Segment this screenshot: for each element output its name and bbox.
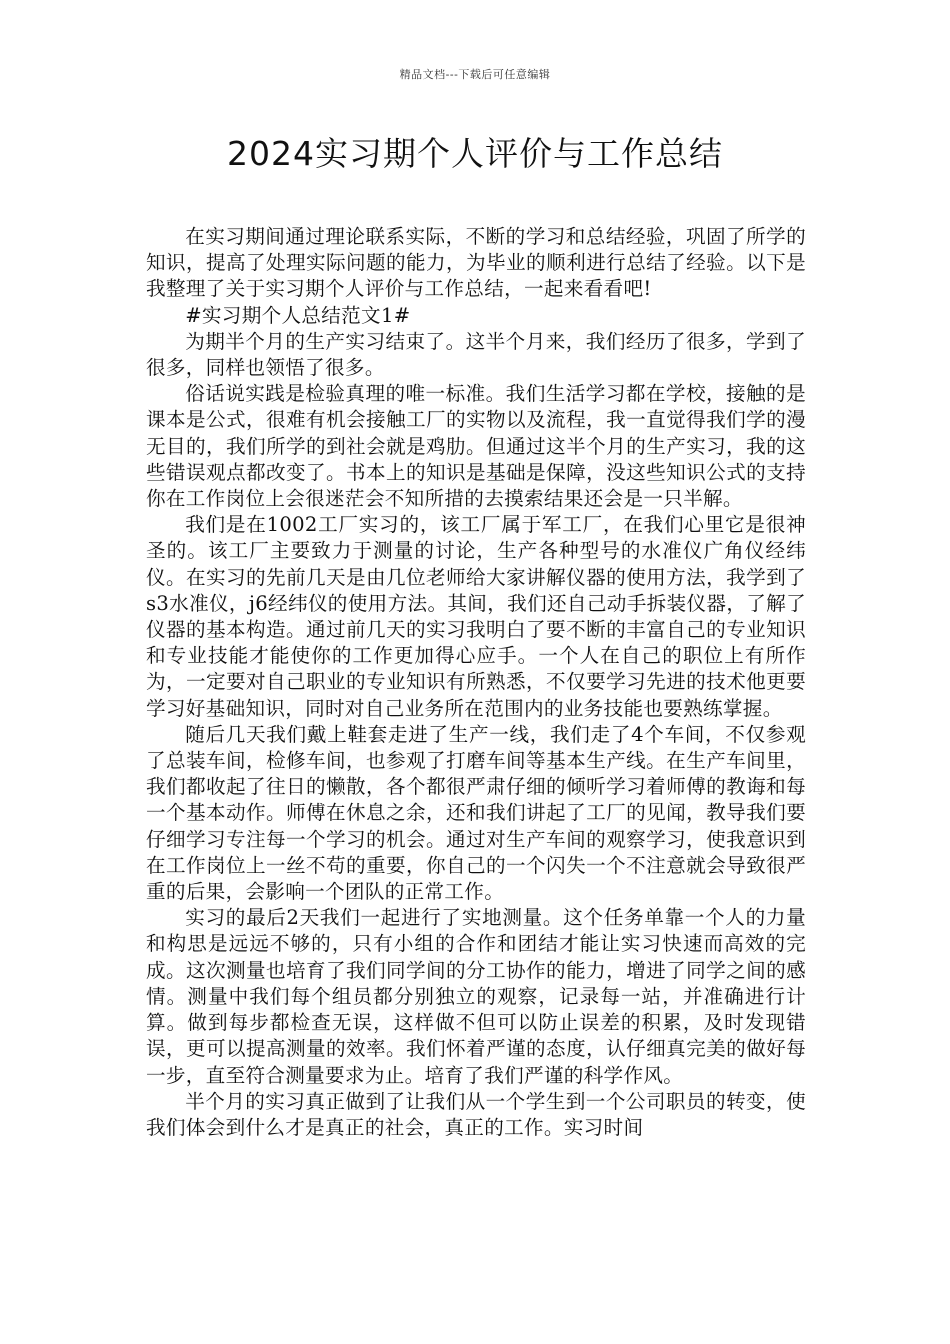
document-body bbox=[146, 224, 806, 1141]
body-paragraph: 我们是在1002工厂实习的，该工厂属于军工厂，在我们心里它是很神圣的。该工厂主要致力于测量的讨论，生产各种型号的水准仪广角仪经纬仪。在实习的先前几天是由几位老师给大家讲解仪器的使用方法，我学到了s3水准仪，j6经纬仪的使用方法。其间，我们还自己动手拆装仪器，了解了仪器的基本构造。通过前几天的实习我明白了要不断的丰富自己的专业知识和专业技能才能使你的工作更加得心应手。一个人在自己的职位上有所作为，一定要对自己职业的专业知识有所熟悉，不仅要学习先进的技术他更要学习好基础知识，同时对自己业务所在范围内的业务技能也要熟练掌握。 bbox=[146, 513, 806, 720]
body-paragraph: 随后几天我们戴上鞋套走进了生产一线，我们走了4个车间，不仅参观了总装车间，检修车间，也参观了打磨车间等基本生产线。在生产车间里，我们都收起了往日的懒散，各个都很严肃仔细的倾听学习着师傅的教诲和每一个基本动作。师傅在休息之余，还和我们讲起了工厂的见闻，教导我们要仔细学习专注每一个学习的机会。通过对生产车间的观察学习，使我意识到在工作岗位上一丝不苟的重要，你自己的一个闪失一个不注意就会导致很严重的后果，会影响一个团队的正常工作。 bbox=[146, 722, 806, 904]
body-paragraph: 实习的最后2天我们一起进行了实地测量。这个任务单靠一个人的力量和构思是远远不够的，只有小组的合作和团结才能让实习快速而高效的完成。这次测量也培育了我们同学间的分工协作的能力，增进了同学之间的感情。测量中我们每个组员都分别独立的观察，记录每一站，并准确进行计算。做到每步都检查无误，这样做不但可以防止误差的积累，及时发现错误，更可以提高测量的效率。我们怀着严谨的态度，认仔细真完美的做好每一步，直至符合测量要求为止。培育了我们严谨的科学作风。 bbox=[146, 906, 806, 1087]
document-title: 2024实习期个人评价与工作总结 bbox=[227, 134, 723, 173]
body-paragraph: 为期半个月的生产实习结束了。这半个月来，我们经历了很多，学到了很多，同样也领悟了很多。 bbox=[146, 329, 806, 380]
page-header-note: 精品文档---下载后可任意编辑 bbox=[399, 68, 551, 81]
body-paragraph: 俗话说实践是检验真理的唯一标准。我们生活学习都在学校，接触的是课本是公式，很难有机会接触工厂的实物以及流程，我一直觉得我们学的漫无目的，我们所学的到社会就是鸡肋。但通过这半个月的生产实习，我的这些错误观点都改变了。书本上的知识是基础是保障，没这些知识公式的支持你在工作岗位上会很迷茫会不知所措的去摸索结果还会是一只半解。 bbox=[146, 382, 806, 511]
intro-paragraph: 在实习期间通过理论联系实际，不断的学习和总结经验，巩固了所学的知识，提高了处理实际问题的能力，为毕业的顺利进行总结了经验。以下是我整理了关于实习期个人评价与工作总结，一起来看看吧! bbox=[146, 225, 806, 301]
body-paragraph: 半个月的实习真正做到了让我们从一个学生到一个公司职员的转变，使我们体会到什么才是真正的社会，真正的工作。实习时间 bbox=[146, 1089, 806, 1139]
section-heading: #实习期个人总结范文1# bbox=[185, 303, 411, 327]
